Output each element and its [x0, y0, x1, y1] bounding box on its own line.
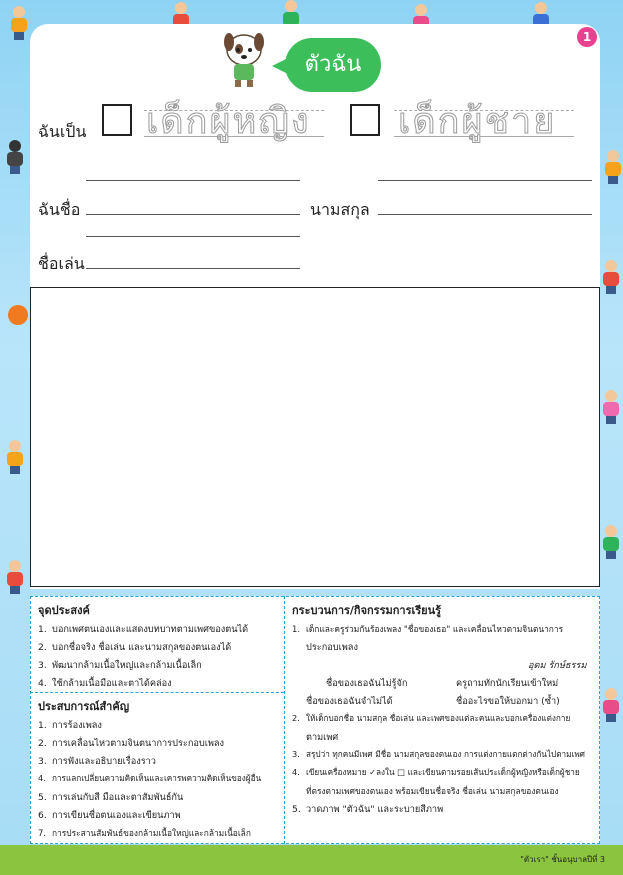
objective-item: 3. พัฒนากล้ามเนื้อใหญ่และกล้ามเนื้อเล็ก	[38, 660, 202, 671]
kid-illustration	[8, 6, 30, 40]
kid-illustration	[4, 140, 26, 174]
nickname-label: ชื่อเล่น	[38, 254, 85, 273]
song-lyric: ชื่อของเธอฉันจำไม่ได้	[306, 696, 393, 707]
song-lyric: ชื่ออะไรขอให้บอกมา (ซ้ำ)	[456, 696, 560, 707]
surname-label: นามสกุล	[310, 200, 370, 219]
song-author: อุดม รักษ์ธรรม	[528, 660, 587, 671]
panel-divider	[284, 596, 285, 844]
name-label: ฉันชื่อ	[38, 200, 81, 219]
panel-divider	[30, 692, 284, 693]
objective-item: 4. ใช้กล้ามเนื้อมือและตาได้คล่อง	[38, 678, 172, 689]
objectives-title: จุดประสงค์	[38, 604, 90, 617]
experience-item: 6. การเขียนชื่อตนเองและเขียนภาพ	[38, 810, 181, 821]
writing-line	[86, 180, 300, 181]
process-step: 1. เด็กและครูร่วมกันร้องเพลง "ชื่อของเธอ" และเคลื่อนไหวตามจินตนาการ	[292, 624, 564, 634]
page-title-bubble: ตัวฉัน	[285, 38, 381, 92]
song-lyric: ชื่อของเธอฉันไม่รู้จัก	[326, 678, 408, 689]
girl-checkbox[interactable]	[102, 104, 132, 136]
boy-checkbox[interactable]	[350, 104, 380, 136]
experience-item: 7. การประสานสัมพันธ์ของกล้ามเนื้อใหญ่และกล้ามเนื้อเล็ก	[38, 828, 251, 838]
process-step: 5. วาดภาพ "ตัวฉัน" และระบายสีภาพ	[292, 804, 444, 815]
girl-trace-text[interactable]: เด็กผู้หญิง	[146, 101, 311, 142]
kid-illustration	[600, 525, 622, 559]
objective-item: 2. บอกชื่อจริง ชื่อเล่น และนามสกุลของตนเองได้	[38, 642, 232, 653]
key-experiences-title: ประสบการณ์สำคัญ	[38, 700, 130, 713]
surname-writing-line[interactable]	[378, 214, 592, 215]
i-am-label: ฉันเป็น	[38, 122, 87, 141]
footer-text: "ตัวเรา" ชั้นอนุบาลปีที่ 3	[520, 855, 605, 864]
name-writing-line[interactable]	[86, 214, 300, 215]
writing-line	[86, 236, 300, 237]
process-step-continued: ประกอบเพลง	[306, 642, 358, 653]
dog-mascot-icon	[220, 30, 268, 88]
process-title: กระบวนการ/กิจกรรมการเรียนรู้	[292, 604, 442, 617]
process-step: 2. ให้เด็กบอกชื่อ นามสกุล ชื่อเล่น และเพศของแต่ละคนและบอกเครื่องแต่งกาย	[292, 713, 571, 723]
kid-illustration	[600, 688, 622, 722]
drawing-area[interactable]	[30, 287, 600, 587]
boy-trace-text[interactable]: เด็กผู้ชาย	[398, 101, 557, 142]
writing-line	[378, 180, 592, 181]
process-step: 3. สรุปว่า ทุกคนมีเพศ มีชื่อ นามสกุลของตนเอง การแต่งกายแตกต่างกันไปตามเพศ	[292, 749, 585, 759]
kid-illustration	[602, 150, 623, 184]
kid-illustration	[600, 390, 622, 424]
ball-illustration	[8, 305, 28, 325]
process-step-continued: ที่ตรงตามเพศของตนเอง พร้อมเขียนชื่อจริง ชื่อเล่น นามสกุลของตนเอง	[306, 786, 559, 796]
kid-illustration	[4, 560, 26, 594]
objective-item: 1. บอกเพศตนเองและแสดงบทบาทตามเพศของตนได้	[38, 624, 249, 635]
kid-illustration	[4, 440, 26, 474]
process-step: 4. เขียนเครื่องหมาย ✓ลงใน □ และเขียนตามรอยเส้นประเด็กผู้หญิงหรือเด็กผู้ชาย	[292, 767, 580, 777]
page-number-badge: 1	[577, 27, 597, 47]
nickname-writing-line[interactable]	[86, 268, 300, 269]
experience-item: 5. การเล่นกับสี มือและตาสัมพันธ์กัน	[38, 792, 184, 803]
experience-item: 2. การเคลื่อนไหวตามจินตนาการประกอบเพลง	[38, 738, 225, 749]
experience-item: 1. การร้องเพลง	[38, 720, 102, 731]
kid-illustration	[600, 260, 622, 294]
experience-item: 3. การฟังและอธิบายเรื่องราว	[38, 756, 156, 767]
song-lyric: ครูถามทักนักเรียนเข้าใหม่	[456, 678, 559, 689]
process-step-continued: ตามเพศ	[306, 732, 339, 743]
experience-item: 4. การแลกเปลี่ยนความคิดเห็นและเคารพความคิดเห็นของผู้อื่น	[38, 773, 262, 783]
